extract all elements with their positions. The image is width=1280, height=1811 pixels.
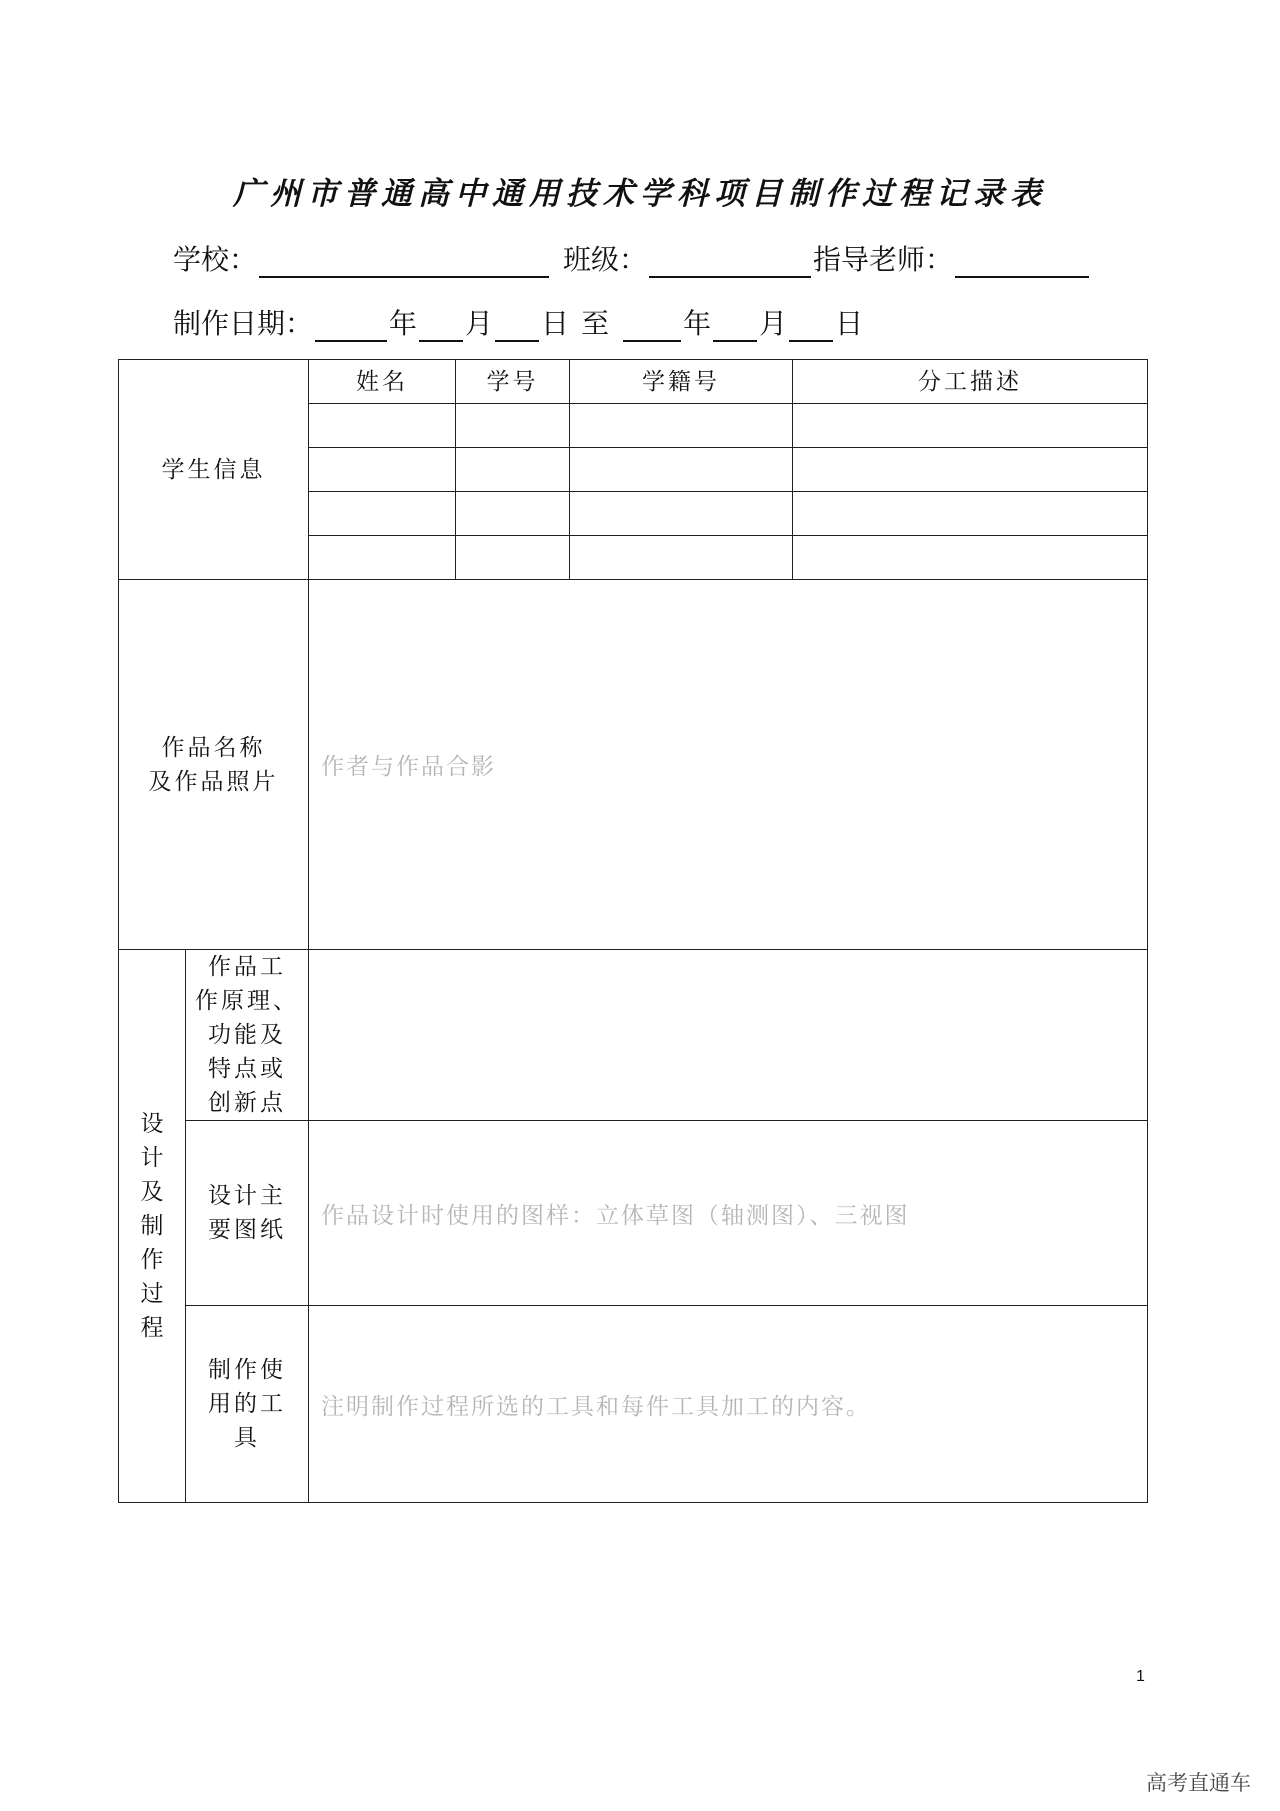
principle-label-line: 作品工 <box>208 954 286 980</box>
student-task-cell[interactable] <box>793 448 1148 492</box>
start-year-blank[interactable] <box>315 314 387 342</box>
to-label: 至 <box>581 307 610 340</box>
student-name-cell[interactable] <box>309 492 456 536</box>
start-month-blank[interactable] <box>419 314 463 342</box>
principle-cell[interactable] <box>309 950 1148 1121</box>
teacher-label: 指导老师： <box>813 243 954 276</box>
column-header-registration-number: 学籍号 <box>570 360 793 404</box>
document-title: 广州市普通高中通用技术学科项目制作过程记录表 <box>233 176 1047 212</box>
drawings-cell[interactable] <box>309 1121 1148 1306</box>
principle-label-line: 作原理、 <box>195 988 299 1014</box>
student-info-label: 学生信息 <box>119 360 309 580</box>
design-label-char: 作 <box>140 1247 164 1273</box>
column-header-name: 姓名 <box>309 360 456 404</box>
student-task-cell[interactable] <box>793 536 1148 580</box>
work-photo-hint: 作者与作品合影 <box>321 754 496 780</box>
drawings-hint: 作品设计时使用的图样：立体草图（轴测图）、三视图 <box>321 1202 910 1229</box>
student-registration-cell[interactable] <box>570 448 793 492</box>
school-label: 学校： <box>173 243 258 276</box>
student-id-cell[interactable] <box>456 492 570 536</box>
principle-label-line: 创新点 <box>208 1090 286 1116</box>
end-month-blank[interactable] <box>713 314 757 342</box>
work-name-photo-label <box>119 580 309 950</box>
watermark: 高考直通车 <box>1146 1771 1251 1795</box>
teacher-blank[interactable] <box>955 250 1089 278</box>
student-registration-cell[interactable] <box>570 536 793 580</box>
student-id-cell[interactable] <box>456 536 570 580</box>
class-blank[interactable] <box>649 250 811 278</box>
tools-label-line: 制作使 <box>208 1357 286 1383</box>
drawings-label <box>186 1121 309 1306</box>
student-name-cell[interactable] <box>309 536 456 580</box>
design-label-char: 及 <box>140 1179 164 1205</box>
principle-label-line: 功能及 <box>208 1022 286 1048</box>
design-label-char: 程 <box>140 1315 164 1341</box>
design-label-char: 计 <box>140 1145 164 1171</box>
design-label-char: 制 <box>140 1213 164 1239</box>
student-id-cell[interactable] <box>456 448 570 492</box>
end-year-blank[interactable] <box>623 314 681 342</box>
tools-hint: 注明制作过程所选的工具和每件工具加工的内容。 <box>321 1393 871 1420</box>
principle-label <box>186 950 309 1121</box>
tools-cell[interactable] <box>309 1306 1148 1503</box>
end-day-blank[interactable] <box>789 314 833 342</box>
record-table <box>118 359 1148 1503</box>
student-name-cell[interactable] <box>309 404 456 448</box>
student-name-cell[interactable] <box>309 448 456 492</box>
day-label: 日 <box>541 307 570 340</box>
student-task-cell[interactable] <box>793 404 1148 448</box>
student-registration-cell[interactable] <box>570 492 793 536</box>
work-label-line: 作品名称 <box>161 734 266 761</box>
school-blank[interactable] <box>259 250 549 278</box>
design-label-char: 过 <box>140 1281 164 1307</box>
tools-label-line: 用的工 <box>208 1391 286 1417</box>
header-line-date <box>173 302 863 342</box>
class-label: 班级： <box>563 243 648 276</box>
column-header-student-id: 学号 <box>456 360 570 404</box>
work-label-line: 及作品照片 <box>148 768 279 795</box>
header-line-school <box>173 238 1091 278</box>
student-task-cell[interactable] <box>793 492 1148 536</box>
student-id-cell[interactable] <box>456 404 570 448</box>
principle-label-line: 特点或 <box>208 1056 286 1082</box>
day-label: 日 <box>835 307 864 340</box>
year-label: 年 <box>389 307 418 340</box>
student-registration-cell[interactable] <box>570 404 793 448</box>
drawings-label-line: 要图纸 <box>208 1217 286 1243</box>
start-day-blank[interactable] <box>495 314 539 342</box>
month-label: 月 <box>465 307 494 340</box>
design-process-label <box>119 950 186 1503</box>
month-label: 月 <box>759 307 788 340</box>
tools-label-line: 具 <box>234 1425 260 1451</box>
page-number: 1 <box>1136 1668 1145 1685</box>
column-header-task-description: 分工描述 <box>793 360 1148 404</box>
design-label-char: 设 <box>140 1111 164 1137</box>
tools-label <box>186 1306 309 1503</box>
work-photo-cell[interactable] <box>309 580 1148 950</box>
year-label: 年 <box>683 307 712 340</box>
drawings-label-line: 设计主 <box>208 1183 286 1209</box>
date-label: 制作日期： <box>173 307 314 340</box>
